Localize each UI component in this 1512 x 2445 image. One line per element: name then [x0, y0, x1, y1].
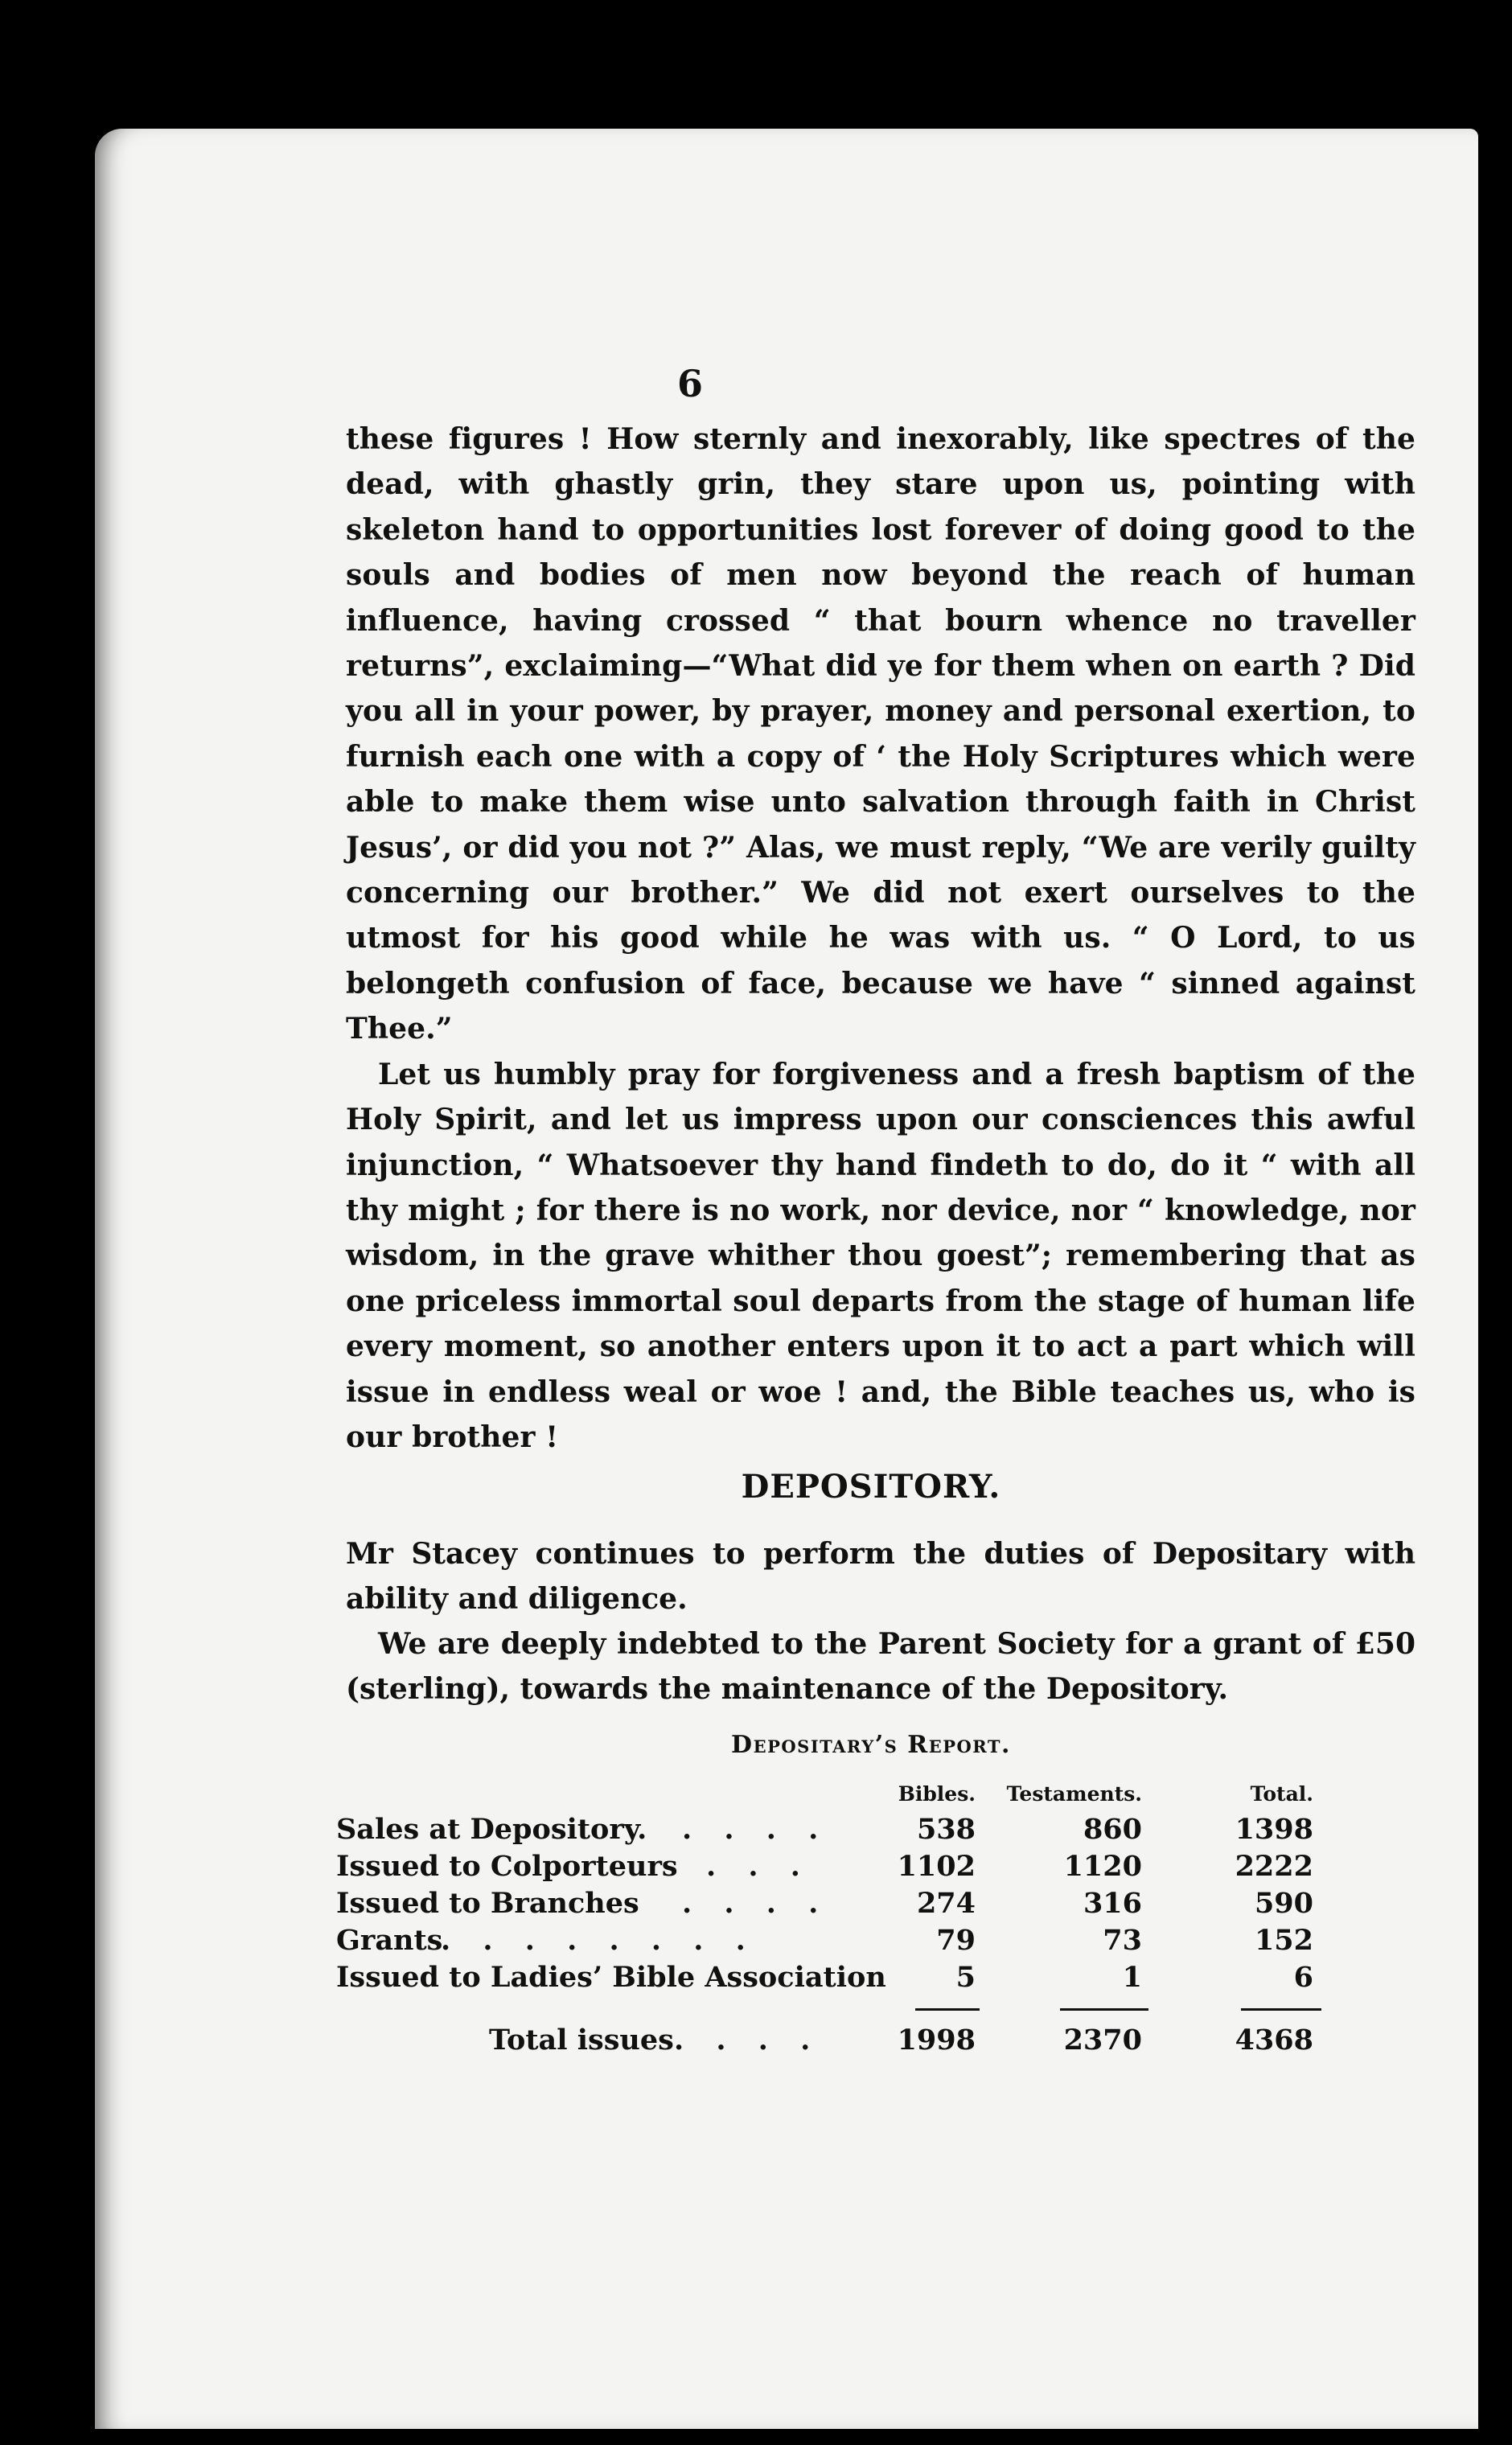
leader-dots: . . . . [682, 1813, 830, 1846]
book-page [95, 129, 1478, 2429]
total-label: Total issues [489, 2024, 674, 2057]
page-number: 6 [676, 362, 703, 405]
total-bibles: 1998 [897, 2024, 976, 2057]
cell-testaments: 316 [1083, 1887, 1142, 1920]
paragraph-2: Let us humbly pray for forgiveness and a fresh baptism of the Holy Spirit, and let us impress upon our consciences this awful injunction, “ Whatsoever thy hand findeth to do, do it “ with all thy might ; for there is no work, nor device, nor “ knowledge, nor wisdom, in the grave whither thou goest”; remembering that as one priceless immortal soul departs from the stage of human life every moment, so another enters upon it to act a part which will issue in endless weal or woe ! and, the Bible teaches us, who is our brother ! [346, 1057, 1415, 1454]
depository-paragraph-2: We are deeply indebted to the Parent Society for a grant of £50 (sterling), towards the maintenance of the Depository. [346, 1627, 1415, 1706]
cell-bibles: 538 [916, 1813, 976, 1846]
cell-testaments: 1 [1122, 1961, 1142, 1994]
depository-heading: DEPOSITORY. [741, 1468, 1001, 1506]
cell-bibles: 5 [955, 1961, 976, 1994]
leader-dots: . . . [706, 1850, 811, 1883]
cell-testaments: 860 [1083, 1813, 1142, 1846]
row-label: Issued to Colporteurs [336, 1850, 678, 1883]
total-rule-bibles [915, 2008, 980, 2011]
leader-dots: . . . . [674, 2024, 822, 2057]
total-rule-testaments [1060, 2008, 1148, 2011]
leader-dots: . . . . . . . . [441, 1924, 757, 1957]
row-label: Sales at Depository. [336, 1813, 647, 1846]
depository-paragraph-1: Mr Stacey continues to perform the duties of Depositary with ability and diligence. [346, 1537, 1415, 1616]
table-row [336, 1813, 1414, 1851]
total-testaments: 2370 [1063, 2024, 1142, 2057]
row-label: Issued to Branches [336, 1887, 639, 1920]
row-label: Grants [336, 1924, 443, 1957]
total-total: 4368 [1235, 2024, 1313, 2057]
column-header-testaments: Testaments. [1006, 1782, 1142, 1806]
cell-bibles: 79 [936, 1924, 976, 1957]
table-row [336, 1961, 1414, 1999]
body-text [346, 417, 1415, 1460]
cell-total: 590 [1254, 1887, 1313, 1920]
table-row [336, 1887, 1414, 1925]
cell-total: 152 [1254, 1924, 1313, 1957]
cell-total: 6 [1293, 1961, 1313, 1994]
depository-text [346, 1531, 1415, 1712]
table-row [336, 1850, 1414, 1888]
total-rule-total [1241, 2008, 1321, 2011]
total-row [336, 2024, 1414, 2062]
table-row [336, 1924, 1414, 1962]
cell-testaments: 1120 [1063, 1850, 1142, 1883]
cell-total: 1398 [1235, 1813, 1313, 1846]
column-header-total: Total. [1250, 1782, 1313, 1806]
cell-testaments: 73 [1103, 1924, 1142, 1957]
leader-dots: . . . . [682, 1887, 830, 1920]
report-title: Depositary’s Report. [731, 1731, 1011, 1759]
paragraph-1: these figures ! How sternly and inexorably, like spectres of the dead, with ghastly grin, they stare upon us, pointing with skeleton hand to opportunities lost forever of doing good to the souls and bodies of men now beyond the reach of human influence, having crossed “ that bourn whence no traveller returns”, exclaiming—“What did ye for them when on earth ? Did you all in your power, by prayer, money and personal exertion, to furnish each one with a copy of ‘ the Holy Scriptures which were able to make them wise unto salvation through faith in Christ Jesus’, or did you not ?” Alas, we must reply, “We are verily guilty concerning our brother.” We did not exert ourselves to the utmost for his good while he was with us. “ O Lord, to us belongeth confusion of face, because we have “ sinned against Thee.” [346, 422, 1415, 1046]
row-label: Issued to Ladies’ Bible Association [336, 1961, 886, 1994]
cell-bibles: 274 [916, 1887, 976, 1920]
cell-total: 2222 [1235, 1850, 1313, 1883]
cell-bibles: 1102 [897, 1850, 976, 1883]
column-header-bibles: Bibles. [898, 1782, 976, 1806]
